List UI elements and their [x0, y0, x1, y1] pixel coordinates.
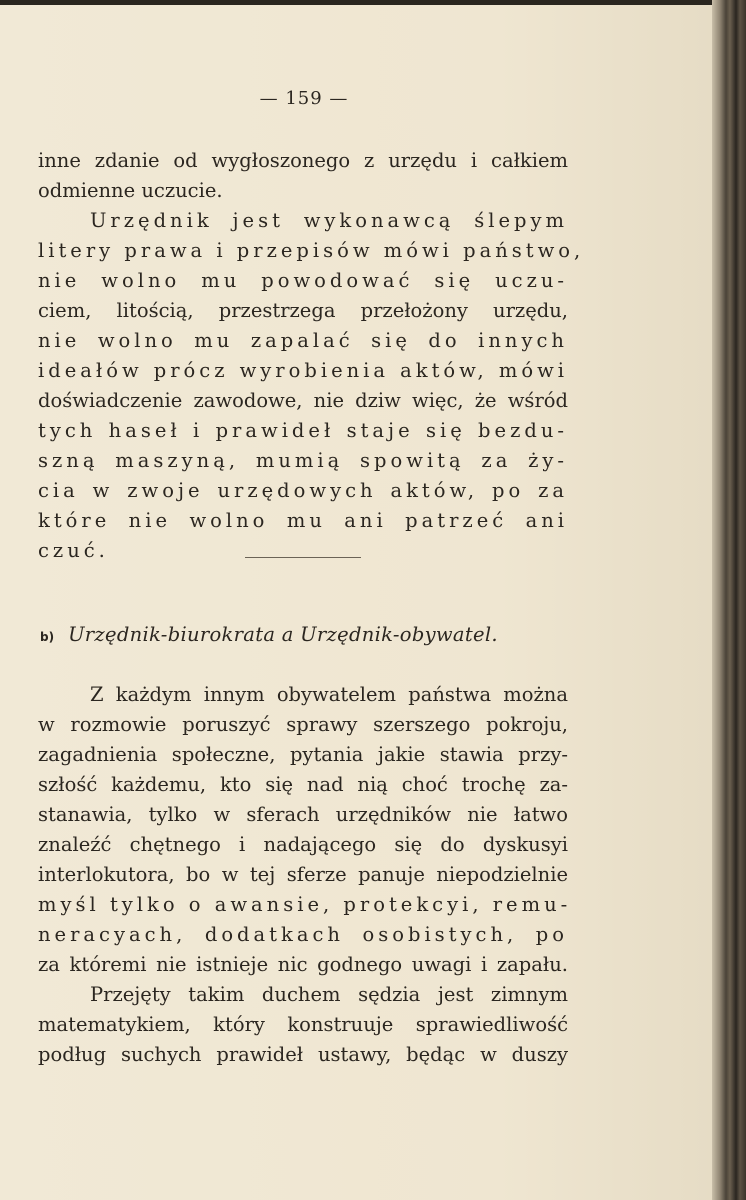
text-line: Urzędnik jest wykonawcą ślepym [90, 209, 568, 232]
text-line: stanawia, tylko w sferach urzędników nie łatwo [38, 803, 568, 826]
text-line: za któremi nie istnieje nic godnego uwagi i zapału. [38, 953, 568, 976]
text-line: matematykiem, który konstruuje sprawiedliwość [38, 1013, 568, 1036]
text-line: ideałów prócz wyrobienia aktów, mówi [38, 359, 568, 382]
text-line: znaleźć chętnego i nadającego się do dyskusyi [38, 833, 568, 856]
text-line: które nie wolno mu ani patrzeć ani [38, 509, 568, 532]
text-line: zagadnienia społeczne, pytania jakie stawia przy- [38, 743, 568, 766]
text-line: Przejęty takim duchem sędzia jest zimnym [90, 983, 568, 1006]
text-line: czuć. [38, 539, 109, 562]
text-line: neracyach, dodatkach osobistych, po [38, 923, 568, 946]
text-line: odmienne uczucie. [38, 179, 223, 202]
text-line: interlokutora, bo w tej sferze panuje niepodzielnie [38, 863, 568, 886]
section-marker: b) [40, 630, 55, 644]
text-line: inne zdanie od wygłoszonego z urzędu i całkiem [38, 149, 568, 172]
section-title: Urzędnik-biurokrata a Urzędnik-obywatel. [68, 623, 498, 646]
text-line: w rozmowie poruszyć sprawy szerszego pokroju, [38, 713, 568, 736]
text-line: szłość każdemu, kto się nad nią choć trochę za- [38, 773, 568, 796]
section-divider [245, 557, 361, 558]
text-line: tych haseł i prawideł staje się bezdu- [38, 419, 568, 442]
text-line: cia w zwoje urzędowych aktów, po za [38, 479, 568, 502]
text-line: szną maszyną, mumią spowitą za ży- [38, 449, 568, 472]
text-line: podług suchych prawideł ustawy, będąc w duszy [38, 1043, 568, 1066]
book-binding-edge [712, 0, 746, 1200]
text-line: ciem, litością, przestrzega przełożony urzędu, [38, 299, 568, 322]
page-number: — 159 — [259, 88, 349, 109]
text-line: nie wolno mu zapalać się do innych [38, 329, 568, 352]
text-line: doświadczenie zawodowe, nie dziw więc, że wśród [38, 389, 568, 412]
text-line: myśl tylko o awansie, protekcyi, remu- [38, 893, 572, 916]
section-heading [40, 622, 570, 650]
text-line: nie wolno mu powodować się uczu- [38, 269, 568, 292]
text-line: Z każdym innym obywatelem państwa można [90, 683, 568, 706]
text-line: litery prawa i przepisów mówi państwo, [38, 239, 585, 262]
